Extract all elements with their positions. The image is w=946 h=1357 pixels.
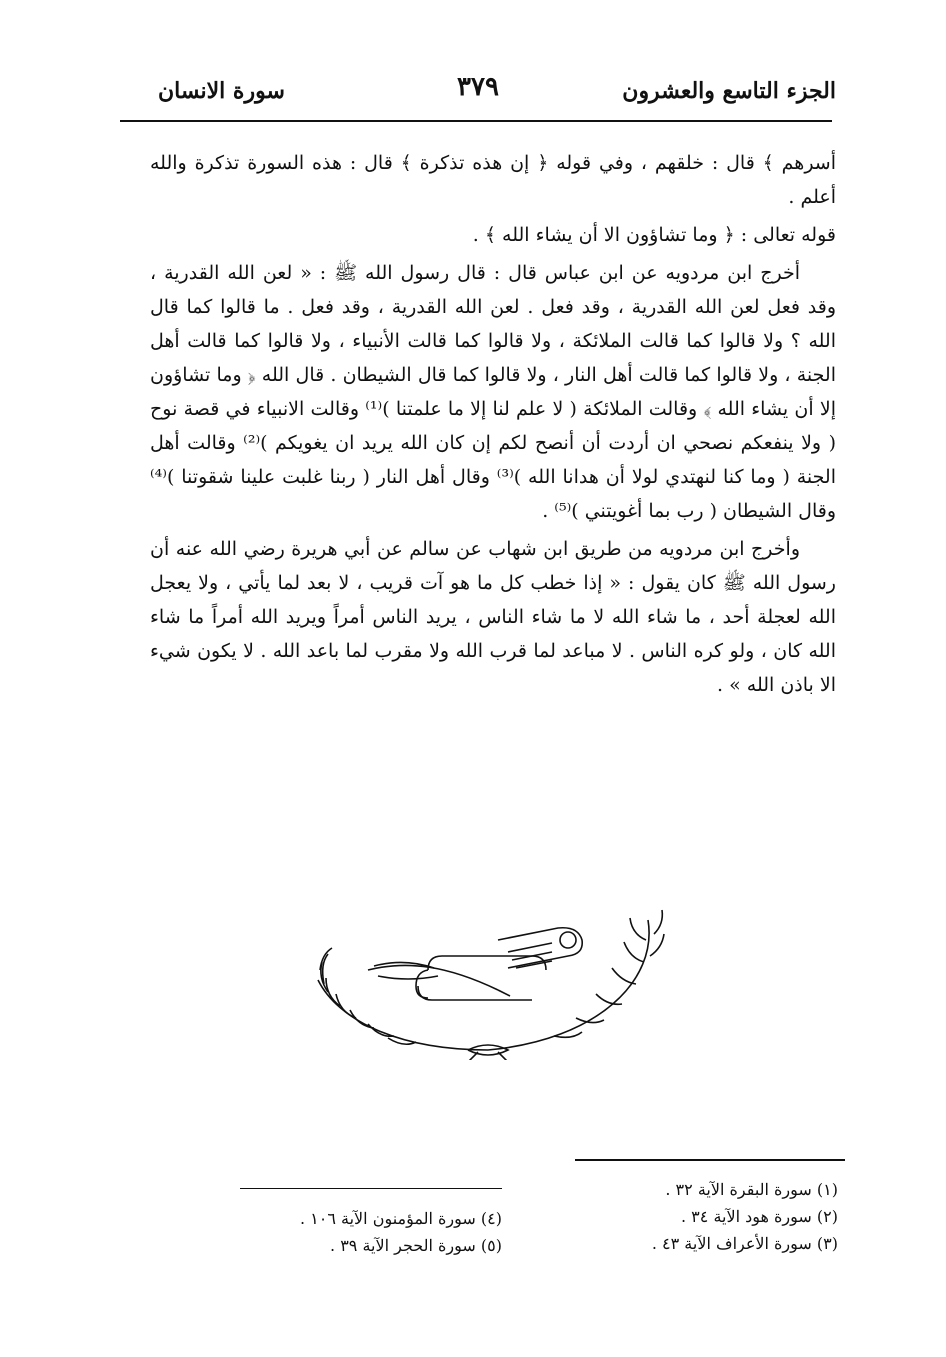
footnote: (٣) سورة الأعراف الآية ٤٣ . (651, 1234, 838, 1253)
footnote: (٤) سورة المؤمنون الآية ١٠٦ . (299, 1209, 502, 1228)
footnote: (٥) سورة الحجر الآية ٣٩ . (330, 1236, 502, 1255)
paragraph: أخرج ابن مردويه عن ابن عباس قال : قال رسول الله ﷺ : « لعن الله القدرية ، وقد فعل لعن الله القدرية ، وقد فعل . لعن الله القدرية ، وقد فعل . ما قالوا كما قال الله ؟ ولا قالوا كما قالت الملائكة ، ولا قالوا كما قالت الأنبياء ، ولا قالوا كما قالت أهل الجنة ، ولا قالوا كما قالت أهل النار ، ولا قالوا كما قال الشيطان . قال الله ﴿ وما تشاؤون إلا أن يشاء الله ﴾ وقالت الملائكة ( لا علم لنا إلا ما علمتنا )⁽¹⁾ وقالت الانبياء في قصة نوح ( ولا ينفعكم نصحي ان أردت أن أنصح لكم إن كان الله يريد ان يغويكم )⁽²⁾ وقالت أهل الجنة ( وما كنا لنهتدي لولا أن هدانا الله )⁽³⁾ وقال أهل النار ( ربنا غلبت علينا شقوتنا )⁽⁴⁾ وقال الشيطان ( رب بما أغويتني )⁽⁵⁾ . (150, 262, 837, 522)
chapter-title: الجزء التاسع والعشرون (622, 78, 836, 104)
footnotes-right (558, 1176, 838, 1257)
footnote-rule (575, 1159, 845, 1161)
paragraph: قوله تعالى : ﴿ وما تشاؤون الا أن يشاء الله ﴾ . (472, 224, 836, 246)
paragraph: أسرهم ﴾ قال : خلقهم ، وفي قوله ﴿ إن هذه تذكرة ﴾ قال : هذه السورة تذكرة والله أعلم . (150, 152, 836, 208)
header-rule (120, 120, 832, 122)
footnote: (٢) سورة هود الآية ٣٤ . (681, 1207, 838, 1226)
footnote: (١) سورة البقرة الآية ٣٢ . (665, 1180, 838, 1199)
page-number: ٣٧٩ (457, 72, 499, 102)
footnote-rule (240, 1188, 502, 1189)
footnotes-left (222, 1205, 502, 1259)
scroll-quill-laurel-ornament-icon (298, 900, 678, 1060)
surah-title: سورة الانسان (158, 78, 285, 104)
main-text (150, 146, 836, 706)
paragraph: وأخرج ابن مردويه من طريق ابن شهاب عن سالم عن أبي هريرة رضي الله عنه أن رسول الله ﷺ كان يقول : « إذا خطب كل ما هو آت قريب ، لا بعد لما يأتي ، ولا يعجل الله لعجلة أحد ، ما شاء الله لا ما شاء الناس ، يريد الناس أمراً ويريد الله أمراً ما شاء الله كان ، ولو كره الناس . لا مباعد لما قرب الله ولا مقرب لما باعد الله . لا يكون شيء الا باذن الله » . (150, 538, 836, 696)
running-header (120, 70, 836, 114)
